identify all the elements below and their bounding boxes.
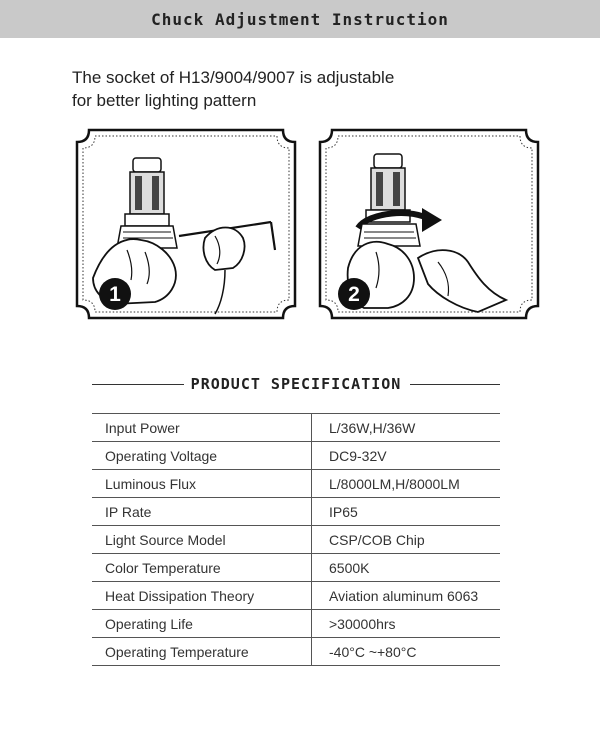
header-bar xyxy=(0,0,600,38)
intro-line-1: The socket of H13/9004/9007 is adjustable xyxy=(72,68,395,87)
table-row xyxy=(92,554,500,582)
spec-label: Operating Temperature xyxy=(92,638,312,666)
table-row xyxy=(92,470,500,498)
spec-label: Luminous Flux xyxy=(92,470,312,498)
spec-value: CSP/COB Chip xyxy=(312,526,501,554)
table-row xyxy=(92,610,500,638)
spec-label: Heat Dissipation Theory xyxy=(92,582,312,610)
step-2-illustration xyxy=(318,128,540,320)
table-row xyxy=(92,498,500,526)
spec-value: -40°C ~+80°C xyxy=(312,638,501,666)
table-row xyxy=(92,582,500,610)
table-row xyxy=(92,638,500,666)
step-1-illustration xyxy=(75,128,297,320)
table-row xyxy=(92,442,500,470)
spec-value: L/8000LM,H/8000LM xyxy=(312,470,501,498)
spec-label: Operating Life xyxy=(92,610,312,638)
spec-table xyxy=(92,413,500,666)
spec-label: Color Temperature xyxy=(92,554,312,582)
intro-line-2: for better lighting pattern xyxy=(72,91,257,110)
table-row xyxy=(92,414,500,442)
spec-value: 6500K xyxy=(312,554,501,582)
spec-value: IP65 xyxy=(312,498,501,526)
spec-label: Input Power xyxy=(92,414,312,442)
spec-heading-text: PRODUCT SPECIFICATION xyxy=(190,375,402,393)
spec-value: DC9-32V xyxy=(312,442,501,470)
spec-value: Aviation aluminum 6063 xyxy=(312,582,501,610)
step-1-number: 1 xyxy=(109,283,121,306)
intro-text xyxy=(72,66,532,112)
spec-value: L/36W,H/36W xyxy=(312,414,501,442)
hex-key-adjust-icon xyxy=(75,128,297,320)
spec-label: IP Rate xyxy=(92,498,312,526)
spec-value: >30000hrs xyxy=(312,610,501,638)
spec-heading xyxy=(92,373,500,395)
step-2-number: 2 xyxy=(348,283,360,306)
page-title: Chuck Adjustment Instruction xyxy=(151,9,449,29)
table-row xyxy=(92,526,500,554)
spec-label: Operating Voltage xyxy=(92,442,312,470)
rotate-socket-icon xyxy=(318,128,540,320)
spec-label: Light Source Model xyxy=(92,526,312,554)
heading-rule-right xyxy=(410,384,500,385)
